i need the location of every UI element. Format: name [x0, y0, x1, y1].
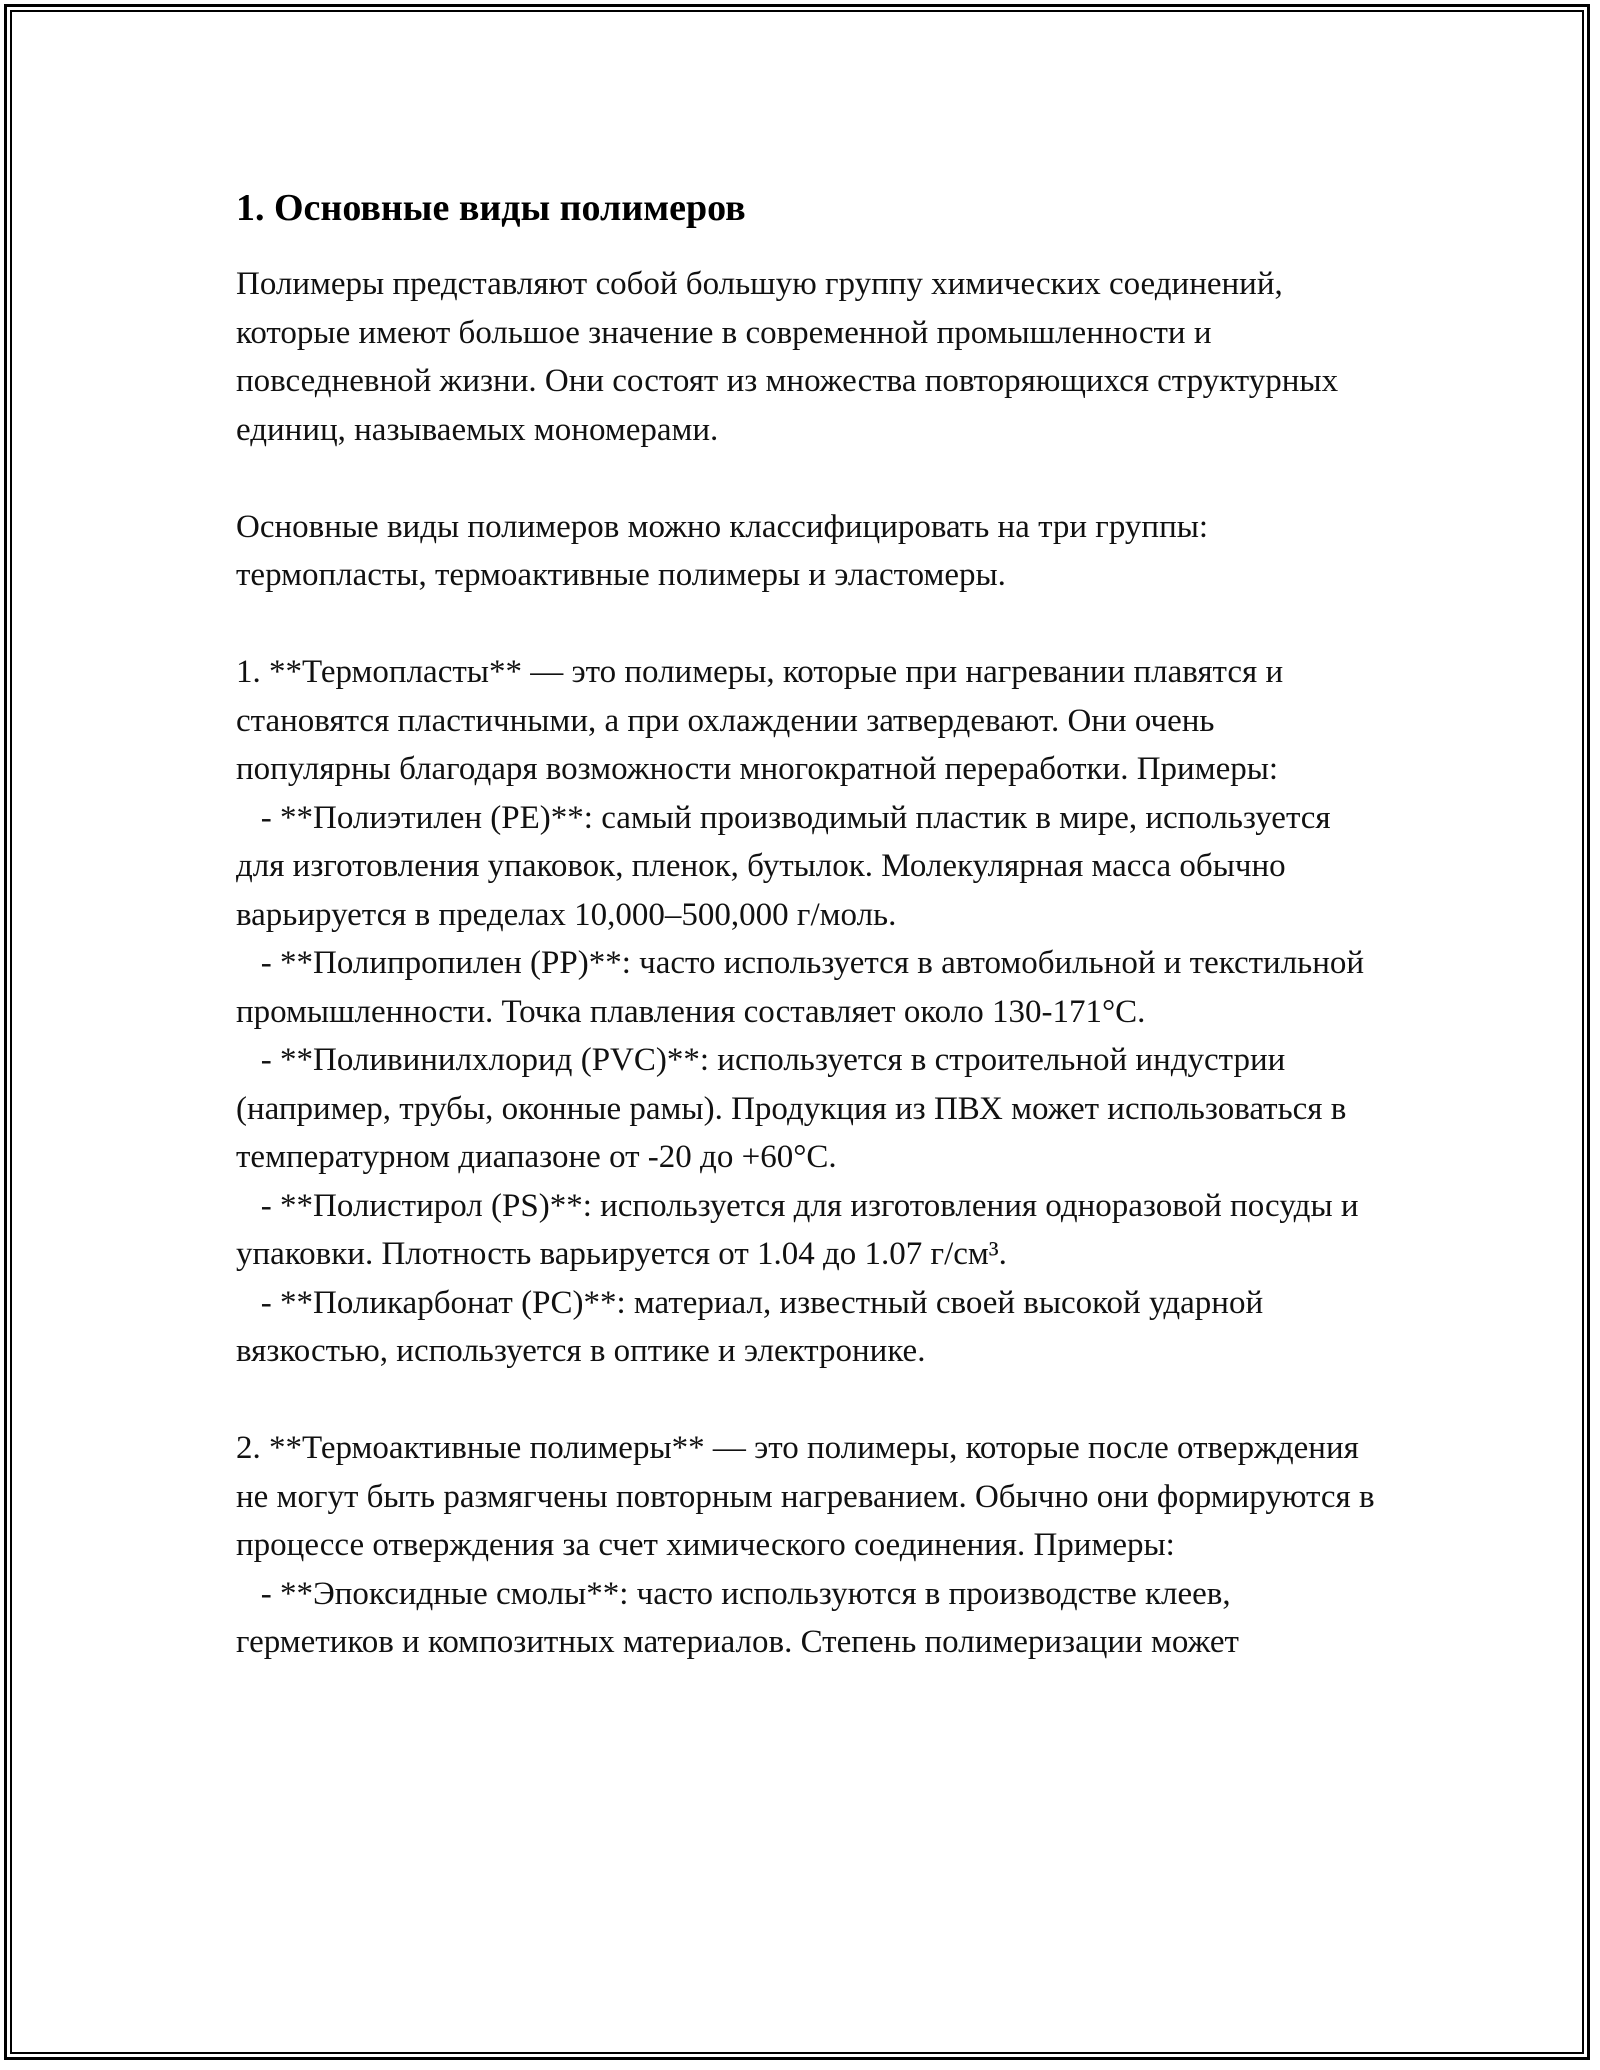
section-heading: 1. Основные виды полимеров: [236, 187, 746, 229]
paragraph-thermoplastics: 1. **Термопласты** — это полимеры, которые при нагревании плавятся и становятся пластичными, а при охлаждении затвердевают. Они очень популярны благодаря возможности многократной переработки. Примеры: - **Полиэтилен (PE)**: самый производимый пластик в мире, используется для изготовления упаковок, пленок, бутылок. Молекулярная масса обычно варьируется в пределах 10,000–500,000 г/моль. - **Полипропилен (PP)**: часто используется в автомобильной и текстильной промышленности. Точка плавления составляет около 130-171°C. - **Поливинилхлорид (PVC)**: используется в строительной индустрии (например, трубы, оконные рамы). Продукция из ПВХ может использоваться в температурном диапазоне от -20 до +60°C. - **Полистирол (PS)**: используется для изготовления одноразовой посуды и упаковки. Плотность варьируется от 1.04 до 1.07 г/см³. - **Поликарбонат (PC)**: материал, известный своей высокой ударной вязкостью, используется в оптике и электронике.: [236, 654, 1365, 1369]
paragraph-intro: Полимеры представляют собой большую группу химических соединений, которые имеют большое значение в современной промышленности и повседневной жизни. Они состоят из множества повторяющихся структурных единиц, называемых мономерами.: [236, 266, 1347, 448]
paragraph-thermosets: 2. **Термоактивные полимеры** — это полимеры, которые после отверждения не могут быть размягчены повторным нагреванием. Обычно они формируются в процессе отверждения за счет химического соединения. Примеры: - **Эпоксидные смолы**: часто используются в производстве клеев, герметиков и композитных материалов. Степень полимеризации может: [236, 1430, 1375, 1660]
paragraph-classification: Основные виды полимеров можно классифицировать на три группы: термопласты, термоактивные полимеры и эластомеры.: [236, 508, 1217, 593]
document-body: [236, 184, 1376, 1667]
